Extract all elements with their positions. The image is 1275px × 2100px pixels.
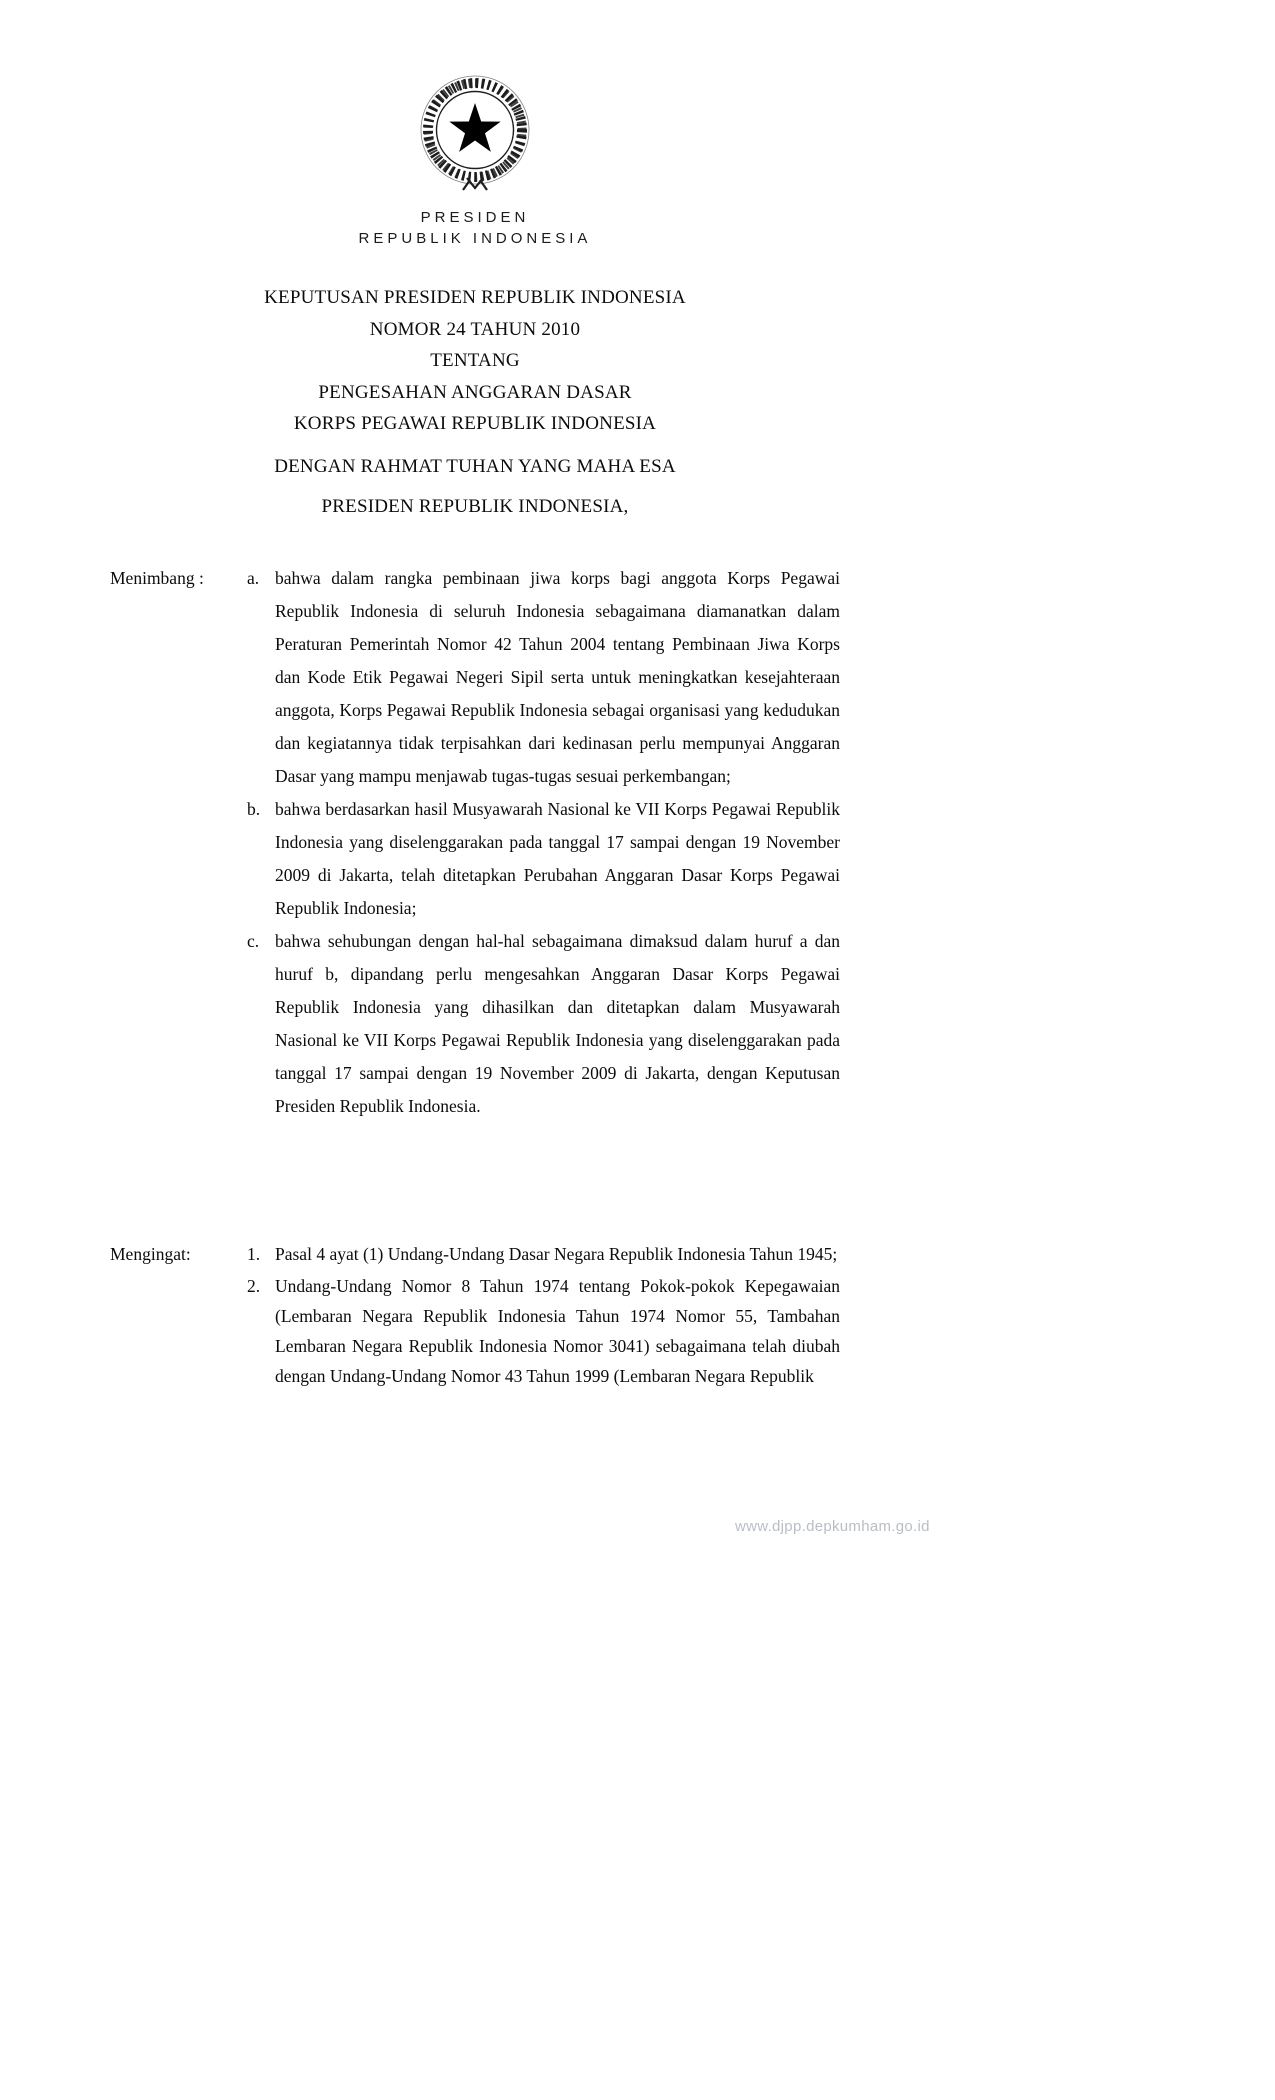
- menimbang-items: [247, 562, 840, 1123]
- item-marker: 2.: [247, 1276, 261, 1296]
- invocation-line: DENGAN RAHMAT TUHAN YANG MAHA ESA: [274, 455, 676, 477]
- decree-number-line: NOMOR 24 TAHUN 2010: [369, 318, 581, 340]
- issuer-line: PRESIDEN REPUBLIK INDONESIA,: [321, 496, 629, 517]
- item-text: bahwa dalam rangka pembinaan jiwa korps bagi anggota Korps Pegawai Republik Indonesia di seluruh Indonesia sebagaimana diamanatkan dalam Peraturan Pemerintah Nomor 42 Tahun 2004 tentang Pembinaan Jiwa Korps dan Kode Etik Pegawai Negeri Sipil serta untuk meningkatkan kesejahteraan anggota, Korps Pegawai Republik Indonesia sebagai organisasi yang kedudukan dan kegiatannya tidak terpisahkan dari kedinasan perlu mempunyai Anggaran Dasar yang mampu menjawab tugas-tugas sesuai perkembangan;: [275, 568, 840, 786]
- decree-subject-line2: KORPS PEGAWAI REPUBLIK INDONESIA: [293, 413, 657, 434]
- section-menimbang: [110, 562, 840, 1123]
- item-marker: b.: [247, 799, 261, 819]
- item-text: Pasal 4 ayat (1) Undang-Undang Dasar Negara Republik Indonesia Tahun 1945;: [275, 1244, 838, 1264]
- list-item: [247, 1242, 840, 1266]
- presidential-star-wreath-icon: [400, 70, 550, 198]
- section-label-mengingat: Mengingat:: [110, 1244, 191, 1264]
- item-text: bahwa berdasarkan hasil Musyawarah Nasional ke VII Korps Pegawai Republik Indonesia yang diselenggarakan pada tanggal 17 sampai dengan 19 November 2009 di Jakarta, telah ditetapkan Perubahan Anggaran Dasar Korps Pegawai Republik Indonesia;: [275, 799, 840, 918]
- watermark-url: www.djpp.depkumham.go.id: [735, 1518, 930, 1535]
- list-item: [247, 793, 840, 925]
- mengingat-items: [247, 1242, 840, 1391]
- decree-subject-line1: PENGESAHAN ANGGARAN DASAR: [318, 381, 632, 403]
- decree-tentang-line: TENTANG: [430, 350, 520, 371]
- agency-name: [110, 207, 840, 249]
- item-marker: a.: [247, 568, 260, 588]
- section-label-menimbang: Menimbang :: [110, 568, 204, 588]
- agency-name-line1: PRESIDEN: [420, 209, 530, 226]
- letterhead: [110, 70, 840, 249]
- section-mengingat: [110, 1242, 840, 1391]
- item-text: bahwa sehubungan dengan hal-hal sebagaimana dimaksud dalam huruf a dan huruf b, dipandang perlu mengesahkan Anggaran Dasar Korps Pegawai Republik Indonesia yang dihasilkan dan ditetapkan dalam Musyawarah Nasional ke VII Korps Pegawai Republik Indonesia yang diselenggarakan pada tanggal 17 sampai dengan 19 November 2009 di Jakarta, dengan Keputusan Presiden Republik Indonesia.: [275, 931, 840, 1116]
- list-item: [247, 1271, 840, 1391]
- item-marker: c.: [247, 931, 260, 951]
- list-item: [247, 562, 840, 793]
- item-text: Undang-Undang Nomor 8 Tahun 1974 tentang Pokok-pokok Kepegawaian (Lembaran Negara Republik Indonesia Tahun 1974 Nomor 55, Tambahan Lembaran Negara Republik Indonesia Nomor 3041) sebagaimana telah diubah dengan Undang-Undang Nomor 43 Tahun 1999 (Lembaran Negara Republik: [275, 1276, 840, 1386]
- decree-title-block: [110, 282, 840, 523]
- agency-name-line2: REPUBLIK INDONESIA: [358, 230, 592, 247]
- list-item: [247, 925, 840, 1123]
- item-marker: 1.: [247, 1244, 261, 1264]
- decree-title-line: KEPUTUSAN PRESIDEN REPUBLIK INDONESIA: [264, 287, 686, 308]
